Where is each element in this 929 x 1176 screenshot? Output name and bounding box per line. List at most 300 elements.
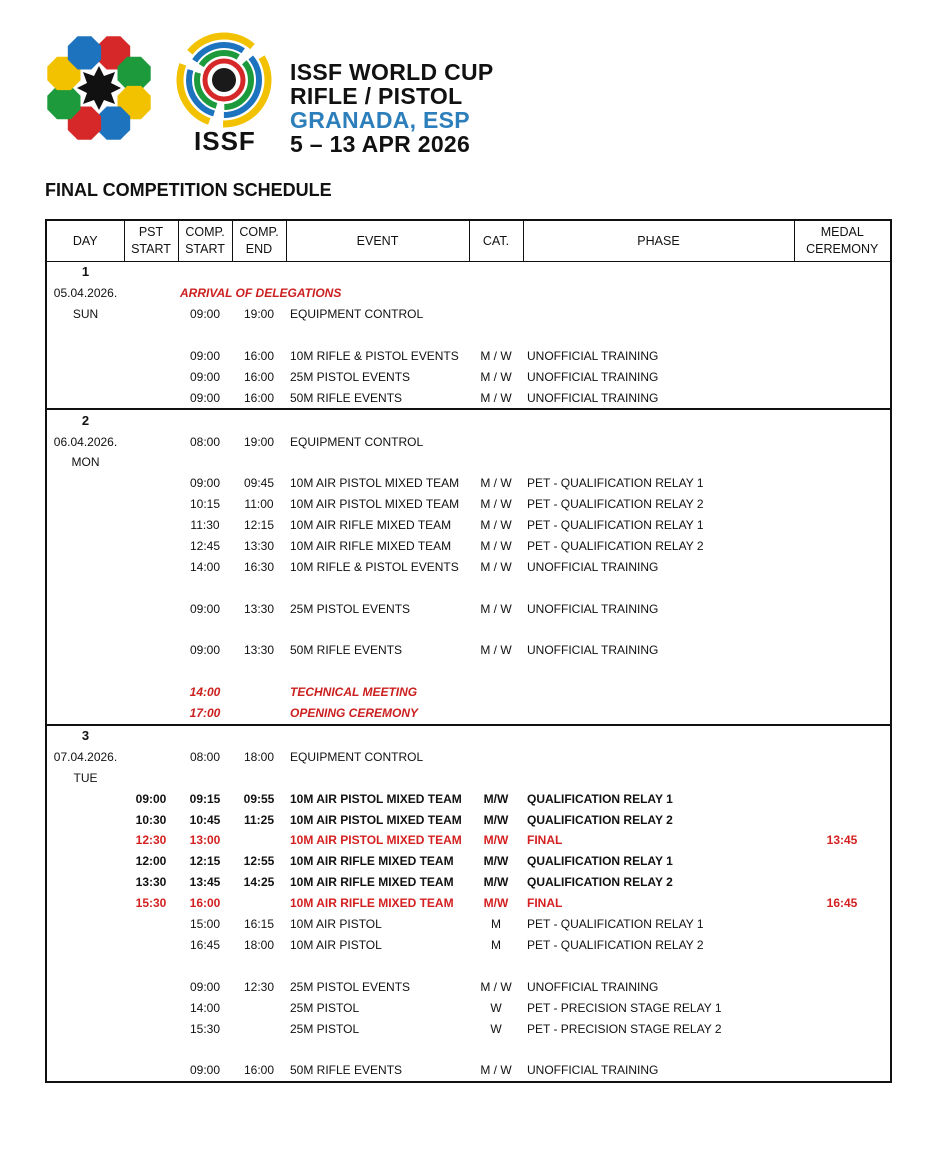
category-cell: W bbox=[490, 1021, 502, 1036]
pst-start-cell bbox=[124, 1039, 178, 1060]
category-cell: M / W bbox=[480, 539, 512, 554]
medal-ceremony-cell bbox=[794, 452, 891, 473]
col-header-comp-start: COMP. START bbox=[178, 220, 232, 262]
medal-ceremony-cell bbox=[794, 262, 891, 283]
table-row bbox=[46, 955, 891, 976]
category-cell bbox=[469, 452, 523, 473]
table-row bbox=[46, 325, 891, 346]
table-row bbox=[46, 536, 891, 557]
day-cell bbox=[46, 1060, 124, 1082]
comp-start-cell bbox=[178, 325, 232, 346]
table-row bbox=[46, 387, 891, 409]
category-cell: M / W bbox=[480, 497, 512, 512]
medal-ceremony-cell bbox=[794, 976, 891, 997]
comp-end-cell bbox=[232, 703, 286, 725]
pst-start-cell bbox=[124, 409, 178, 431]
event-cell bbox=[286, 577, 469, 598]
title-line-1: ISSF WORLD CUP bbox=[290, 59, 494, 85]
pst-start-cell bbox=[124, 682, 178, 703]
event-cell: EQUIPMENT CONTROL bbox=[290, 749, 424, 764]
phase-cell bbox=[523, 619, 794, 640]
pst-start-cell: 15:30 bbox=[135, 896, 167, 911]
comp-end-cell bbox=[232, 661, 286, 682]
comp-start-cell: 09:00 bbox=[189, 643, 221, 658]
event-cell bbox=[286, 767, 469, 788]
table-row bbox=[46, 935, 891, 956]
phase-cell bbox=[523, 283, 794, 304]
pst-start-cell bbox=[124, 1018, 178, 1039]
day-cell bbox=[46, 914, 124, 935]
category-cell bbox=[469, 431, 523, 452]
col-header-comp-end: COMP. END bbox=[232, 220, 286, 262]
comp-start-cell: 14:00 bbox=[189, 685, 221, 700]
day-cell bbox=[46, 1018, 124, 1039]
phase-cell: PET - QUALIFICATION RELAY 2 bbox=[527, 497, 704, 512]
comp-start-cell: 16:00 bbox=[189, 896, 221, 911]
pst-start-cell: 12:30 bbox=[135, 833, 167, 848]
event-cell: 10M AIR RIFLE MIXED TEAM bbox=[290, 896, 454, 911]
medal-ceremony-cell: 16:45 bbox=[826, 896, 858, 911]
medal-ceremony-cell bbox=[794, 473, 891, 494]
category-cell: M / W bbox=[480, 518, 512, 533]
phase-cell: QUALIFICATION RELAY 2 bbox=[527, 875, 673, 890]
event-cell bbox=[286, 955, 469, 976]
comp-start-cell: 09:00 bbox=[189, 307, 221, 322]
table-row bbox=[46, 640, 891, 661]
medal-ceremony-cell bbox=[794, 387, 891, 409]
page-header bbox=[44, 30, 524, 160]
comp-start-cell bbox=[178, 452, 232, 473]
day-cell bbox=[46, 851, 124, 872]
category-cell bbox=[469, 661, 523, 682]
comp-end-cell bbox=[232, 893, 286, 914]
medal-ceremony-cell bbox=[794, 515, 891, 536]
category-cell bbox=[469, 325, 523, 346]
pst-start-cell bbox=[124, 955, 178, 976]
day-cell bbox=[46, 598, 124, 619]
category-cell bbox=[469, 304, 523, 325]
comp-end-cell: 16:15 bbox=[243, 917, 275, 932]
phase-cell: UNOFFICIAL TRAINING bbox=[527, 643, 659, 658]
category-cell: M / W bbox=[480, 349, 512, 363]
event-cell bbox=[286, 619, 469, 640]
event-emblem-logo bbox=[44, 32, 154, 144]
category-cell: M/W bbox=[483, 833, 509, 848]
day-cell: MON bbox=[71, 455, 100, 470]
comp-end-cell bbox=[232, 767, 286, 788]
comp-start-cell: 15:00 bbox=[189, 917, 221, 932]
comp-end-cell bbox=[232, 409, 286, 431]
comp-end-cell: 13:30 bbox=[243, 601, 275, 616]
medal-ceremony-cell bbox=[794, 366, 891, 387]
event-cell bbox=[286, 725, 469, 747]
comp-start-cell: 09:00 bbox=[189, 369, 221, 384]
emblem-petal bbox=[118, 57, 151, 90]
pst-start-cell: 13:30 bbox=[135, 875, 167, 890]
comp-start-cell: 12:15 bbox=[189, 854, 221, 869]
day-cell bbox=[46, 872, 124, 893]
pst-start-cell bbox=[124, 325, 178, 346]
medal-ceremony-cell bbox=[794, 431, 891, 452]
day-cell: 07.04.2026. bbox=[53, 749, 118, 764]
table-header-row bbox=[46, 220, 891, 262]
issf-wordmark: ISSF bbox=[194, 126, 256, 156]
comp-end-cell bbox=[232, 682, 286, 703]
phase-cell bbox=[523, 661, 794, 682]
medal-ceremony-cell bbox=[794, 494, 891, 515]
event-cell: 10M AIR RIFLE MIXED TEAM bbox=[290, 539, 452, 554]
day-cell: TUE bbox=[73, 770, 98, 785]
pst-start-cell bbox=[124, 997, 178, 1018]
phase-cell: UNOFFICIAL TRAINING bbox=[527, 1063, 659, 1078]
day-cell bbox=[46, 346, 124, 367]
comp-start-cell: 13:00 bbox=[189, 833, 221, 848]
category-cell: M/W bbox=[483, 812, 509, 827]
table-row bbox=[46, 851, 891, 872]
pst-start-cell bbox=[124, 703, 178, 725]
table-row bbox=[46, 1060, 891, 1082]
phase-cell: UNOFFICIAL TRAINING bbox=[527, 369, 659, 384]
event-cell: EQUIPMENT CONTROL bbox=[290, 307, 424, 322]
comp-start-cell bbox=[178, 619, 232, 640]
category-cell: M/W bbox=[483, 896, 509, 911]
day-cell bbox=[46, 619, 124, 640]
comp-start-cell: 12:45 bbox=[189, 539, 221, 554]
pst-start-cell bbox=[124, 1060, 178, 1082]
pst-start-cell bbox=[124, 431, 178, 452]
day-cell bbox=[46, 893, 124, 914]
comp-end-cell: 13:30 bbox=[243, 539, 275, 554]
event-cell: 25M PISTOL EVENTS bbox=[290, 369, 411, 384]
table-row bbox=[46, 556, 891, 577]
phase-cell: UNOFFICIAL TRAINING bbox=[527, 390, 659, 405]
category-cell: M / W bbox=[480, 476, 512, 491]
phase-cell: PET - QUALIFICATION RELAY 1 bbox=[527, 917, 704, 932]
phase-cell: QUALIFICATION RELAY 1 bbox=[527, 854, 673, 869]
phase-cell bbox=[523, 304, 794, 325]
table-row bbox=[46, 746, 891, 767]
phase-cell: QUALIFICATION RELAY 1 bbox=[527, 791, 673, 806]
table-row bbox=[46, 830, 891, 851]
category-cell bbox=[469, 577, 523, 598]
comp-end-cell bbox=[232, 325, 286, 346]
medal-ceremony-cell bbox=[794, 577, 891, 598]
table-row bbox=[46, 494, 891, 515]
medal-ceremony-cell bbox=[794, 304, 891, 325]
table-row bbox=[46, 1018, 891, 1039]
pst-start-cell bbox=[124, 556, 178, 577]
category-cell bbox=[469, 725, 523, 747]
medal-ceremony-cell bbox=[794, 767, 891, 788]
phase-cell bbox=[523, 1039, 794, 1060]
category-cell bbox=[469, 1039, 523, 1060]
category-cell: M / W bbox=[480, 601, 512, 616]
comp-end-cell: 11:25 bbox=[243, 812, 275, 827]
category-cell: M/W bbox=[483, 875, 509, 890]
category-cell bbox=[469, 619, 523, 640]
event-cell: 25M PISTOL bbox=[290, 1000, 360, 1015]
comp-start-cell: 09:00 bbox=[189, 349, 221, 363]
medal-ceremony-cell bbox=[794, 409, 891, 431]
comp-end-cell: 12:30 bbox=[243, 979, 275, 994]
pst-start-cell bbox=[124, 640, 178, 661]
table-row bbox=[46, 767, 891, 788]
table-row bbox=[46, 431, 891, 452]
category-cell: M/W bbox=[483, 791, 509, 806]
comp-start-cell: 09:00 bbox=[189, 1063, 221, 1078]
medal-ceremony-cell bbox=[794, 997, 891, 1018]
day-cell bbox=[46, 494, 124, 515]
phase-cell bbox=[523, 955, 794, 976]
table-row bbox=[46, 976, 891, 997]
medal-ceremony-cell bbox=[794, 851, 891, 872]
medal-ceremony-cell bbox=[794, 914, 891, 935]
day-cell bbox=[46, 703, 124, 725]
day-cell bbox=[46, 788, 124, 809]
event-cell: 10M RIFLE & PISTOL EVENTS bbox=[290, 349, 459, 363]
comp-start-cell: 09:00 bbox=[189, 476, 221, 491]
medal-ceremony-cell bbox=[794, 346, 891, 367]
comp-start-cell bbox=[178, 661, 232, 682]
table-row bbox=[46, 1039, 891, 1060]
phase-cell bbox=[523, 577, 794, 598]
pst-start-cell bbox=[124, 976, 178, 997]
category-cell: M/W bbox=[483, 854, 509, 869]
comp-start-cell: 09:00 bbox=[189, 390, 221, 405]
medal-ceremony-cell bbox=[794, 536, 891, 557]
event-cell bbox=[286, 409, 469, 431]
category-cell: M / W bbox=[480, 979, 512, 994]
event-cell: 10M AIR PISTOL MIXED TEAM bbox=[290, 476, 460, 491]
medal-ceremony-cell bbox=[794, 809, 891, 830]
pst-start-cell bbox=[124, 387, 178, 409]
phase-cell bbox=[523, 746, 794, 767]
col-header-cat: CAT. bbox=[469, 220, 523, 262]
phase-cell: QUALIFICATION RELAY 2 bbox=[527, 812, 673, 827]
comp-start-cell: 16:45 bbox=[189, 937, 221, 952]
phase-cell: PET - QUALIFICATION RELAY 1 bbox=[527, 476, 704, 491]
col-header-pst-start: PST START bbox=[124, 220, 178, 262]
category-cell: M / W bbox=[480, 643, 512, 658]
day-cell bbox=[46, 325, 124, 346]
comp-end-cell bbox=[232, 725, 286, 747]
medal-ceremony-cell bbox=[794, 682, 891, 703]
day-cell bbox=[46, 976, 124, 997]
day-cell bbox=[46, 640, 124, 661]
comp-start-cell: 09:15 bbox=[189, 791, 221, 806]
medal-ceremony-cell bbox=[794, 788, 891, 809]
phase-cell: UNOFFICIAL TRAINING bbox=[527, 349, 659, 363]
schedule-title: FINAL COMPETITION SCHEDULE bbox=[45, 180, 332, 200]
comp-start-cell: 08:00 bbox=[189, 434, 221, 449]
table-row bbox=[46, 619, 891, 640]
day-cell bbox=[46, 366, 124, 387]
day-cell: 3 bbox=[46, 725, 124, 747]
event-cell: 10M AIR PISTOL MIXED TEAM bbox=[290, 497, 460, 512]
phase-cell: UNOFFICIAL TRAINING bbox=[527, 979, 659, 994]
phase-cell: PET - PRECISION STAGE RELAY 1 bbox=[527, 1000, 722, 1015]
comp-end-cell: 09:45 bbox=[243, 476, 275, 491]
table-row bbox=[46, 872, 891, 893]
pst-start-cell bbox=[124, 914, 178, 935]
medal-ceremony-cell bbox=[794, 640, 891, 661]
pst-start-cell bbox=[124, 494, 178, 515]
medal-ceremony-cell bbox=[794, 955, 891, 976]
medal-ceremony-cell: 13:45 bbox=[826, 833, 858, 848]
day-cell: 2 bbox=[46, 409, 124, 431]
category-cell bbox=[469, 767, 523, 788]
table-row bbox=[46, 452, 891, 473]
medal-ceremony-cell bbox=[794, 872, 891, 893]
category-cell: M bbox=[491, 937, 501, 952]
phase-cell: PET - QUALIFICATION RELAY 2 bbox=[527, 539, 704, 554]
schedule-body bbox=[46, 262, 891, 1082]
day-cell bbox=[46, 577, 124, 598]
pst-start-cell bbox=[124, 746, 178, 767]
event-cell: 10M AIR PISTOL bbox=[290, 917, 382, 932]
day-cell: 06.04.2026. bbox=[53, 434, 118, 449]
pst-start-cell bbox=[124, 515, 178, 536]
pst-start-cell bbox=[124, 283, 178, 304]
phase-cell bbox=[523, 325, 794, 346]
phase-cell: FINAL bbox=[527, 833, 563, 848]
day-cell bbox=[46, 515, 124, 536]
col-header-medal-ceremony: MEDAL CEREMONY bbox=[794, 220, 891, 262]
medal-ceremony-cell bbox=[794, 619, 891, 640]
phase-cell bbox=[523, 703, 794, 725]
medal-ceremony-cell bbox=[794, 556, 891, 577]
col-header-phase: PHASE bbox=[523, 220, 794, 262]
event-title bbox=[290, 60, 494, 156]
category-cell: M / W bbox=[480, 559, 512, 574]
phase-cell bbox=[523, 725, 794, 747]
event-cell: 10M AIR PISTOL MIXED TEAM bbox=[290, 812, 462, 827]
event-cell: 50M RIFLE EVENTS bbox=[290, 643, 403, 658]
pst-start-cell bbox=[124, 452, 178, 473]
pst-start-cell bbox=[124, 346, 178, 367]
table-row bbox=[46, 262, 891, 283]
comp-end-cell: 13:30 bbox=[243, 643, 275, 658]
comp-start-cell: 10:15 bbox=[189, 497, 221, 512]
comp-start-cell bbox=[178, 725, 232, 747]
comp-start-cell bbox=[178, 577, 232, 598]
table-row bbox=[46, 515, 891, 536]
comp-start-cell: 14:00 bbox=[189, 559, 221, 574]
event-cell bbox=[286, 262, 469, 283]
category-cell bbox=[469, 955, 523, 976]
medal-ceremony-cell bbox=[794, 703, 891, 725]
event-cell: 10M RIFLE & PISTOL EVENTS bbox=[290, 559, 459, 574]
category-cell: M bbox=[491, 917, 501, 932]
comp-start-cell: 15:30 bbox=[189, 1021, 221, 1036]
comp-end-cell: 09:55 bbox=[243, 791, 275, 806]
comp-end-cell: 12:15 bbox=[243, 518, 275, 533]
comp-end-cell bbox=[232, 1018, 286, 1039]
medal-ceremony-cell bbox=[794, 725, 891, 747]
table-row bbox=[46, 682, 891, 703]
medal-ceremony-cell bbox=[794, 325, 891, 346]
emblem-star bbox=[77, 66, 121, 110]
phase-cell bbox=[523, 431, 794, 452]
comp-end-cell: 16:00 bbox=[243, 369, 275, 384]
day-cell bbox=[46, 809, 124, 830]
comp-end-cell bbox=[232, 262, 286, 283]
emblem-petal bbox=[68, 36, 101, 69]
comp-start-cell: 11:30 bbox=[190, 518, 220, 533]
comp-end-cell bbox=[232, 619, 286, 640]
pst-start-cell: 10:30 bbox=[135, 812, 167, 827]
table-row bbox=[46, 283, 891, 304]
day-cell bbox=[46, 661, 124, 682]
day-cell: 05.04.2026. bbox=[53, 286, 118, 301]
comp-start-cell bbox=[178, 283, 469, 304]
day-cell bbox=[46, 955, 124, 976]
table-row bbox=[46, 577, 891, 598]
comp-start-cell: 09:00 bbox=[189, 979, 221, 994]
phase-cell bbox=[523, 452, 794, 473]
day-cell bbox=[46, 556, 124, 577]
pst-start-cell bbox=[124, 366, 178, 387]
event-cell: 50M RIFLE EVENTS bbox=[290, 1063, 403, 1078]
comp-start-cell: 14:00 bbox=[189, 1000, 221, 1015]
pst-start-cell bbox=[124, 577, 178, 598]
phase-cell: UNOFFICIAL TRAINING bbox=[527, 601, 659, 616]
table-row bbox=[46, 997, 891, 1018]
comp-end-cell: 19:00 bbox=[243, 434, 275, 449]
category-cell: W bbox=[490, 1000, 502, 1015]
comp-start-cell: 17:00 bbox=[189, 706, 221, 721]
category-cell bbox=[469, 409, 523, 431]
table-row bbox=[46, 409, 891, 431]
schedule-table bbox=[45, 219, 892, 1083]
event-cell: EQUIPMENT CONTROL bbox=[290, 434, 424, 449]
phase-cell bbox=[523, 409, 794, 431]
comp-end-cell bbox=[232, 1039, 286, 1060]
event-cell: OPENING CEREMONY bbox=[290, 706, 419, 721]
category-cell: M / W bbox=[480, 390, 512, 405]
medal-ceremony-cell bbox=[794, 283, 891, 304]
comp-start-cell: 13:45 bbox=[189, 875, 221, 890]
table-row bbox=[46, 598, 891, 619]
event-cell bbox=[286, 1039, 469, 1060]
table-row bbox=[46, 893, 891, 914]
category-cell bbox=[469, 262, 523, 283]
medal-ceremony-cell bbox=[794, 746, 891, 767]
comp-end-cell: 19:00 bbox=[243, 307, 275, 322]
day-cell bbox=[46, 473, 124, 494]
comp-end-cell: 16:30 bbox=[243, 559, 275, 574]
day-cell bbox=[46, 935, 124, 956]
table-row bbox=[46, 703, 891, 725]
comp-start-cell bbox=[178, 409, 232, 431]
emblem-petal bbox=[97, 107, 130, 140]
comp-end-cell bbox=[232, 955, 286, 976]
col-header-day: DAY bbox=[46, 220, 124, 262]
phase-cell: PET - QUALIFICATION RELAY 2 bbox=[527, 937, 704, 952]
comp-end-cell: 11:00 bbox=[244, 497, 274, 512]
pst-start-cell bbox=[124, 262, 178, 283]
pst-start-cell bbox=[124, 536, 178, 557]
pst-start-cell bbox=[124, 619, 178, 640]
comp-end-cell: 16:00 bbox=[243, 1063, 275, 1078]
phase-cell: UNOFFICIAL TRAINING bbox=[527, 559, 659, 574]
comp-end-cell: 16:00 bbox=[243, 349, 275, 363]
event-cell: 25M PISTOL EVENTS bbox=[290, 979, 411, 994]
comp-start-cell: 09:00 bbox=[189, 601, 221, 616]
event-cell: 10M AIR PISTOL bbox=[290, 937, 382, 952]
event-cell: TECHNICAL MEETING bbox=[290, 685, 418, 700]
category-cell bbox=[469, 703, 523, 725]
